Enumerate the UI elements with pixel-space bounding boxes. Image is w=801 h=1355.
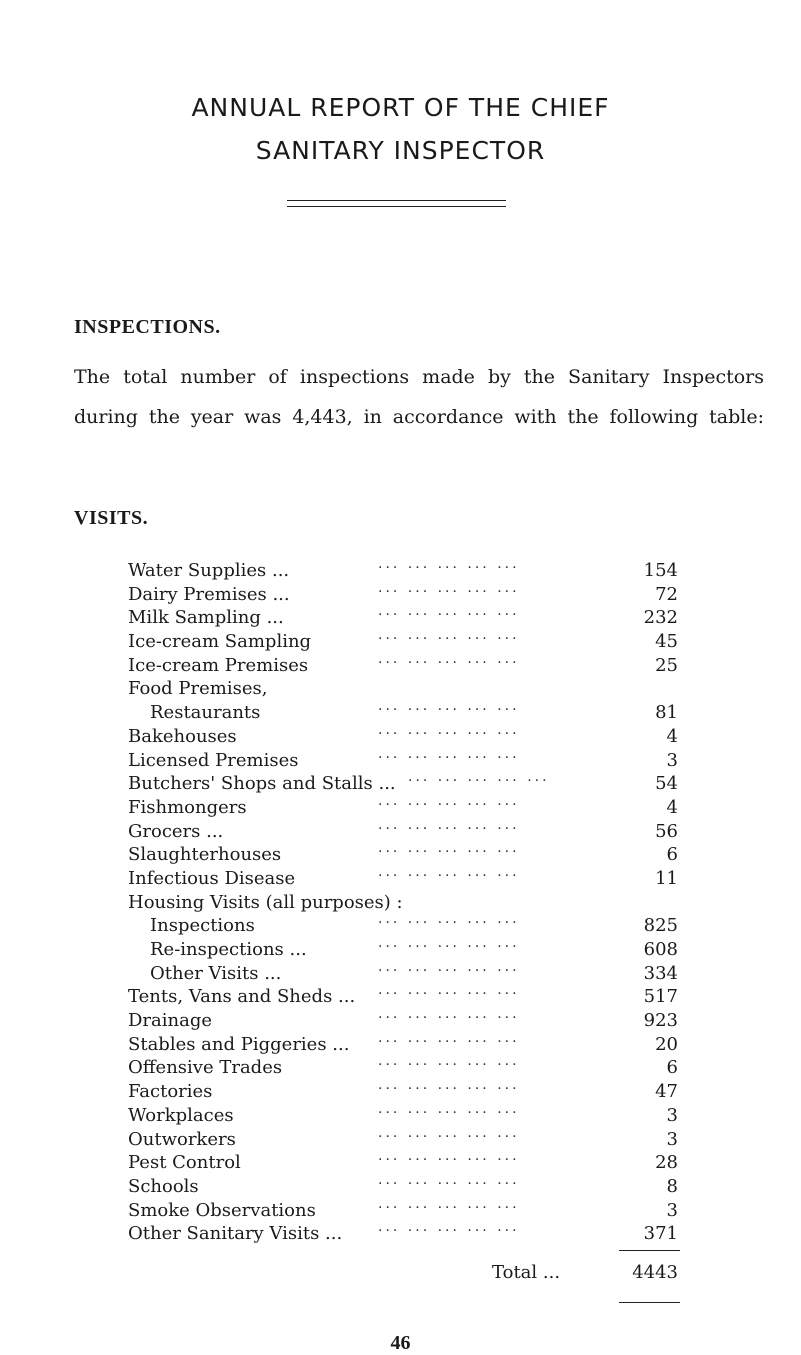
table-row	[128, 1105, 678, 1129]
row-label: Bakehouses	[128, 725, 237, 747]
row-value: 334	[643, 962, 678, 984]
row-label: Licensed Premises	[128, 749, 299, 771]
table-row	[128, 1129, 678, 1153]
leader-dots: ··· ··· ··· ··· ···	[378, 820, 520, 837]
table-row	[128, 631, 678, 655]
page-number: 46	[390, 1332, 411, 1354]
row-label: Outworkers	[128, 1128, 236, 1150]
row-label: Infectious Disease	[128, 867, 296, 889]
table-row	[128, 1057, 678, 1081]
leader-dots: ··· ··· ··· ··· ···	[378, 844, 520, 861]
leader-dots: ··· ··· ··· ··· ···	[378, 1104, 520, 1121]
total-rule-bottom	[619, 1302, 680, 1303]
row-label: Restaurants	[150, 702, 261, 724]
paragraph-line-2: during the year was 4,443, in accordance with the following table:	[74, 406, 764, 428]
row-value: 54	[655, 773, 678, 795]
table-row	[128, 915, 678, 939]
row-value: 154	[643, 560, 678, 581]
row-label: Factories	[128, 1081, 213, 1103]
row-value: 608	[643, 939, 678, 960]
row-value: 8	[666, 1175, 678, 1197]
row-label: Inspections	[150, 915, 255, 937]
leader-dots: ··· ··· ··· ··· ···	[378, 962, 520, 979]
row-value: 3	[666, 1128, 678, 1150]
row-label: Smoke Observations	[128, 1199, 316, 1221]
table-row	[128, 655, 678, 679]
leader-dots: ··· ··· ··· ··· ···	[378, 702, 520, 719]
leader-dots: ··· ··· ··· ··· ···	[378, 1081, 520, 1098]
leader-dots: ··· ··· ··· ··· ···	[378, 1128, 520, 1145]
total-value: 4443	[632, 1262, 678, 1283]
row-label: Milk Sampling ...	[128, 607, 284, 629]
leader-dots: ··· ··· ··· ··· ···	[378, 725, 520, 742]
table-row	[128, 1034, 678, 1058]
paragraph-line-1: The total number of inspections made by the Sanitary Inspectors	[74, 366, 764, 388]
leader-dots: ··· ··· ··· ··· ···	[378, 1223, 520, 1240]
leader-dots: ··· ··· ··· ··· ···	[378, 1057, 520, 1074]
leader-dots: ··· ··· ··· ··· ···	[378, 867, 520, 884]
leader-dots: ··· ··· ··· ··· ···	[378, 583, 520, 600]
row-value: 28	[655, 1152, 678, 1174]
row-label: Butchers' Shops and Stalls ...	[128, 773, 396, 795]
table-row	[128, 797, 678, 821]
row-label: Other Visits ...	[150, 962, 282, 984]
row-label: Tents, Vans and Sheds ...	[128, 986, 356, 1008]
row-value: 825	[643, 915, 678, 937]
leader-dots: ··· ··· ··· ··· ···	[378, 1010, 520, 1027]
row-value: 3	[666, 1104, 678, 1126]
leader-dots: ··· ··· ··· ··· ···	[378, 796, 520, 813]
row-value: 45	[655, 631, 678, 653]
leader-dots: ··· ··· ··· ··· ···	[378, 631, 520, 648]
table-row	[128, 750, 678, 774]
table-row	[128, 844, 678, 868]
leader-dots: ··· ··· ··· ··· ···	[378, 915, 520, 932]
row-value: 20	[655, 1033, 678, 1055]
leader-dots: ··· ··· ··· ··· ···	[378, 749, 520, 766]
table-row	[128, 560, 678, 584]
inspections-heading: INSPECTIONS.	[74, 316, 221, 338]
row-value: 923	[643, 1010, 678, 1032]
row-value: 56	[655, 820, 678, 842]
total-rule-top	[619, 1250, 680, 1251]
row-value: 4	[666, 725, 678, 747]
row-value: 371	[643, 1223, 678, 1245]
table-row	[128, 607, 678, 631]
table-row	[128, 1081, 678, 1105]
report-title-line-1: ANNUAL REPORT OF THE CHIEF	[191, 93, 610, 122]
row-label: Drainage	[128, 1010, 213, 1032]
table-row	[128, 702, 678, 726]
table-row	[128, 1010, 678, 1034]
row-label: Schools	[128, 1175, 199, 1197]
row-value: 47	[655, 1081, 678, 1103]
visits-heading: VISITS.	[74, 507, 149, 529]
leader-dots: ··· ··· ··· ··· ···	[378, 939, 520, 955]
table-row	[128, 821, 678, 845]
row-label: Other Sanitary Visits ...	[128, 1223, 343, 1245]
table-row	[128, 584, 678, 608]
row-label: Grocers ...	[128, 820, 224, 842]
table-row	[128, 678, 678, 702]
total-label: Total ...	[492, 1262, 561, 1283]
leader-dots: ··· ··· ··· ··· ···	[378, 1033, 520, 1050]
row-value: 81	[655, 702, 678, 724]
table-row	[128, 963, 678, 987]
table-row	[128, 868, 678, 892]
leader-dots: ··· ··· ··· ··· ···	[378, 1152, 520, 1169]
row-value: 232	[643, 607, 678, 629]
row-value: 6	[666, 1057, 678, 1079]
table-row	[128, 892, 678, 916]
table-row	[128, 939, 678, 963]
table-row	[128, 1176, 678, 1200]
row-label: Water Supplies ...	[128, 560, 290, 581]
row-value: 4	[666, 796, 678, 818]
inspections-paragraph	[74, 357, 764, 437]
leader-dots: ··· ··· ··· ··· ···	[408, 773, 550, 790]
leader-dots: ··· ··· ··· ··· ···	[378, 986, 520, 1003]
leader-dots: ··· ··· ··· ··· ···	[378, 560, 520, 576]
leader-dots: ··· ··· ··· ··· ···	[378, 1199, 520, 1216]
title-divider-top	[287, 200, 506, 201]
row-value: 6	[666, 844, 678, 866]
row-label: Fishmongers	[128, 796, 247, 818]
row-label: Stables and Piggeries ...	[128, 1033, 350, 1055]
row-label: Re-inspections ...	[150, 939, 307, 960]
row-value: 517	[643, 986, 678, 1008]
row-label: Slaughterhouses	[128, 844, 282, 866]
row-value: 25	[655, 654, 678, 676]
row-label: Food Premises,	[128, 678, 268, 700]
row-label: Dairy Premises ...	[128, 583, 290, 605]
row-label: Offensive Trades	[128, 1057, 283, 1079]
row-value: 3	[666, 1199, 678, 1221]
table-row	[128, 726, 678, 750]
visits-table	[128, 560, 678, 1247]
row-value: 11	[655, 867, 678, 889]
table-row	[128, 1152, 678, 1176]
report-title-line-2: SANITARY INSPECTOR	[255, 136, 546, 165]
table-row	[128, 1200, 678, 1224]
leader-dots: ··· ··· ··· ··· ···	[378, 1175, 520, 1192]
row-label: Workplaces	[128, 1104, 234, 1126]
leader-dots: ··· ··· ··· ··· ···	[378, 654, 520, 671]
title-divider-bottom	[287, 206, 506, 207]
row-value: 3	[666, 749, 678, 771]
table-row	[128, 773, 678, 797]
table-row	[128, 1223, 678, 1247]
row-label: Ice-cream Premises	[128, 654, 309, 676]
row-label: Pest Control	[128, 1152, 241, 1174]
row-label: Housing Visits (all purposes) :	[128, 891, 403, 913]
row-value: 72	[655, 583, 678, 605]
table-row	[128, 986, 678, 1010]
leader-dots: ··· ··· ··· ··· ···	[378, 607, 520, 624]
row-label: Ice-cream Sampling	[128, 631, 312, 653]
